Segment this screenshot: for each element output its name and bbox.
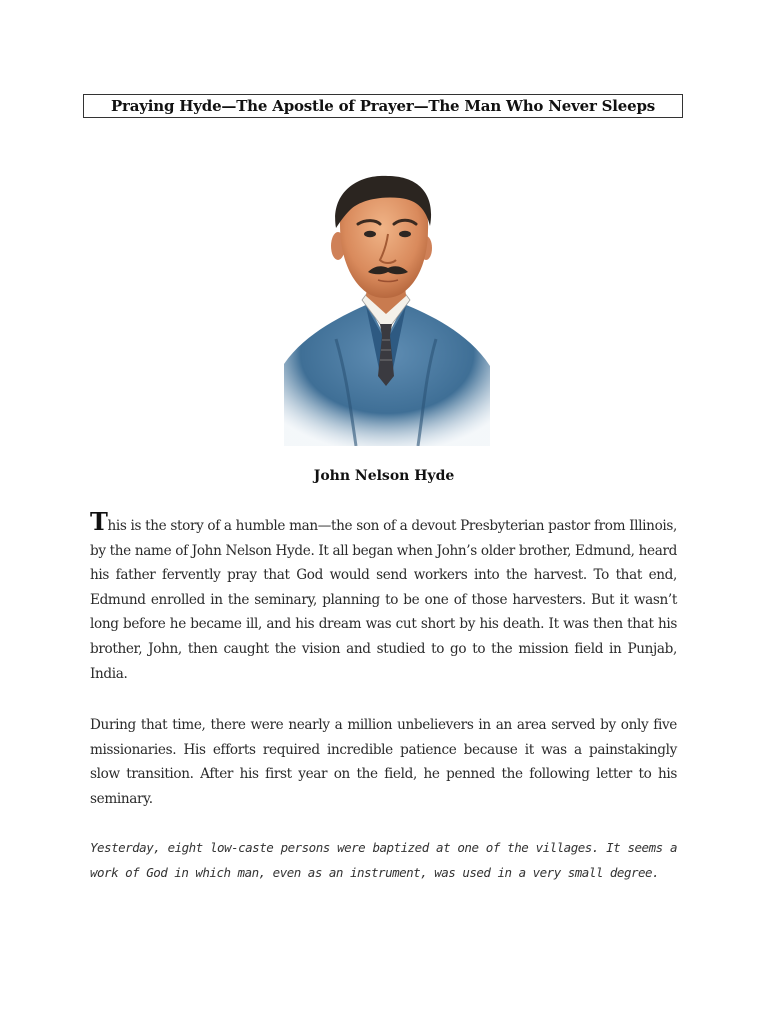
page-title: Praying Hyde—The Apostle of Prayer—The Man Who Never Sleeps bbox=[83, 94, 683, 118]
paragraph-1-text: his is the story of a humble man—the son of a devout Presbyterian pastor from Illinois, by the name of John Nelson Hyde. It all began when John’s older brother, Edmund, heard his father fervently pray that God would send workers into the harvest. To that end, Edmund enrolled in the seminary, planning to be one of those harvesters. But it wasn’t long before he became ill, and his dream was cut short by his death. It was then that his brother, John, then caught the vision and studied to go to the mission field in Punjab, India. bbox=[90, 518, 677, 682]
quoted-letter: Yesterday, eight low-caste persons were baptized at one of the villages. It seems a work of God in which man, even as an instrument, was used in a very small degree. bbox=[90, 840, 677, 880]
portrait-illustration bbox=[276, 164, 496, 446]
paragraph-1 bbox=[90, 507, 677, 686]
drop-cap-letter: T bbox=[90, 507, 108, 536]
paragraph-2: During that time, there were nearly a million unbelievers in an area served by only five missionaries. His efforts required incredible patience because it was a painstakingly slow transition. After his first year on the field, he penned the following letter to his seminary. bbox=[90, 717, 677, 807]
portrait-caption: John Nelson Hyde bbox=[313, 468, 455, 484]
